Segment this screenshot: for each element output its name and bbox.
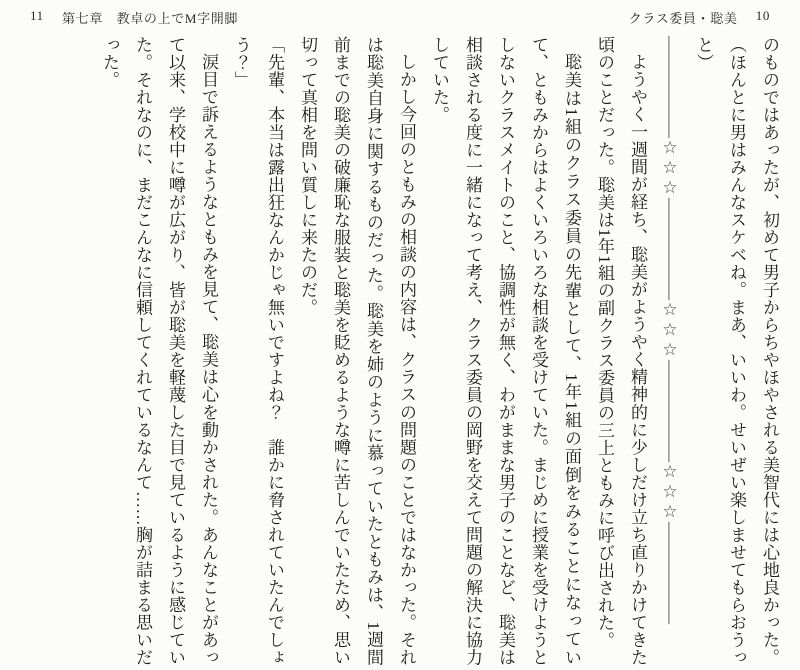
- header-right: [629, 8, 770, 27]
- paragraph: 涙目で訴えるようなともみを見て、聡美は心を動かされた。あんなことがあって以来、学校中に噂が広がり、皆が聡美を軽蔑した目で見ているように感じていた。それなのに、まだこんなに信頼してくれているなんて……胸が詰まる思いだった。: [100, 36, 218, 666]
- paragraph: しかし今回のともみの相談の内容は、クラスの問題のことではなかった。それは聡美自身に関するものだった。聡美を姉のように慕っていたともみは、1週間前までの聡美の破廉恥な服装と聡美を貶めるような噂に苦しんでいたため、思い切って真相を問い質しに来たのだ。: [298, 36, 416, 666]
- text-body: [93, 36, 786, 666]
- chapter-title: 第七章 教卓の上でM字開脚: [62, 11, 239, 26]
- section-title: クラス委員・聡美: [628, 11, 738, 26]
- page-number-left: 11: [30, 8, 44, 23]
- page-number-right: 10: [755, 8, 770, 23]
- paragraph-dialogue: 「先輩、本当は露出狂なんかじゃ無いですよね？ 誰かに脅されていたんでしょう？」: [232, 36, 284, 666]
- scene-divider: ――――――☆☆☆――――――☆☆☆――――――☆☆☆――――――: [661, 36, 680, 624]
- header-left: [30, 8, 238, 27]
- paragraph: 聡美は1組のクラス委員の先輩として、1年1組の面倒をみることになっていて、ともみからはよくいろいろな相談を受けていた。まじめに授業を受けようとしないクラスメイトのこと、協調性が無く、わがままな男子のことなど、聡美は相談される度に一緒になって考え、クラス委員の岡野を交えて問題の解決に協力していた。: [430, 36, 581, 666]
- running-header: [0, 8, 800, 27]
- paragraph: ようやく一週間が経ち、聡美がようやく精神的に少しだけ立ち直りかけてきた頃のことだった。聡美は1年1組の副クラス委員の三上ともみに呼び出された。: [595, 36, 647, 667]
- paragraph: のものではあったが、初めて男子からちやほやされる美智代には心地良かった。（ほんとに男はみんなスケベね。まあ、いいわ。せいぜい楽しませてもらおうっと）: [694, 36, 779, 666]
